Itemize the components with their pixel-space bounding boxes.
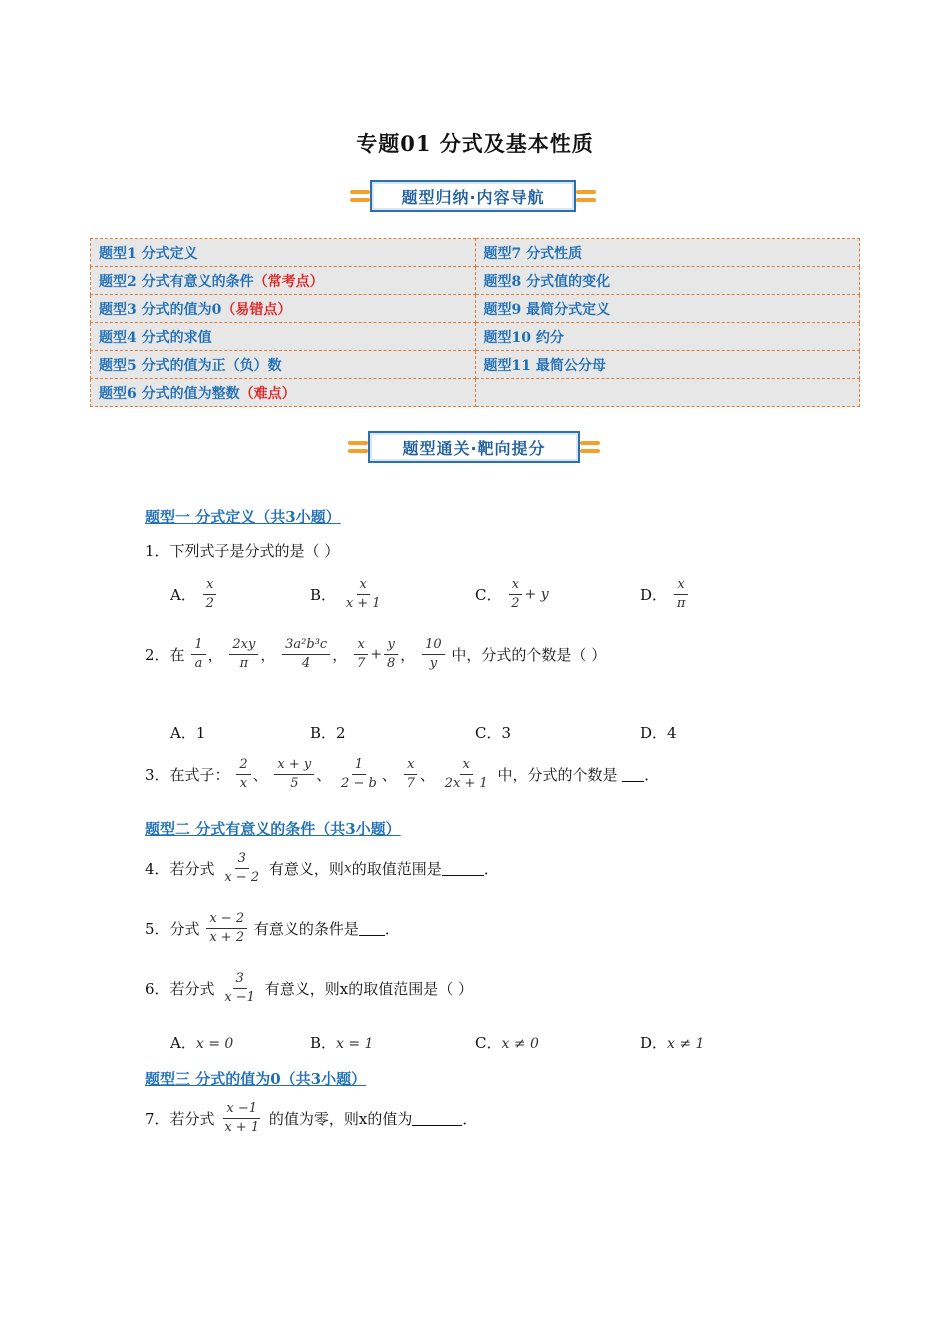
- answer-blank[interactable]: [359, 921, 385, 936]
- section-heading-1[interactable]: 题型一 分式定义（共3小题）: [145, 508, 341, 526]
- q1-option-a[interactable]: A． $\frac{x}{2}$: [170, 576, 219, 613]
- banner-label: 题型通关·靶向提分: [368, 431, 580, 463]
- q6-option-a[interactable]: A．x = 0: [170, 1034, 234, 1052]
- page-title: 专题01 分式及基本性质: [356, 131, 594, 156]
- question-3-stem: 3．在式子： $\frac{2}{x}$ 、 $\frac{x + y}{5}$ 、 $\frac{1}{2 - b}$ 、 $\frac{x}{7}$ 、 $\frac{x}{2x + 1}$ 中，分式的个数是 ．: [145, 757, 660, 791]
- toc-item-8[interactable]: 题型8 分式值的变化: [475, 267, 860, 295]
- toc-item-10[interactable]: 题型10 约分: [475, 323, 860, 351]
- answer-blank[interactable]: [442, 861, 484, 876]
- q1-option-b[interactable]: B． $\frac{x}{x + 1}$: [310, 577, 381, 611]
- toc-item-2[interactable]: 题型2 分式有意义的条件（常考点）: [91, 267, 476, 295]
- toc-item-4[interactable]: 题型4 分式的求值: [91, 323, 476, 351]
- question-4-stem: 4．若分式 $\frac{3}{x - 2}$ 有意义，则x的取值范围是 ．: [145, 851, 499, 885]
- question-5-stem: 5．分式 $\frac{x - 2}{x + 2}$ 有意义的条件是 ．: [145, 911, 400, 945]
- question-2-stem: 2．在 $\frac{1}{a}$ ， $\frac{2xy}{\pi}$ ， $\frac{\text{3a²b³c}}{4}$ ， $\frac{x}{7}$ + $\frac{y}{8}$ ， $\frac{10}{y}$ 中，分式的个数是（ ）: [145, 637, 607, 671]
- q1-option-d[interactable]: D． $\frac{x}{\pi}$: [640, 576, 690, 613]
- banner-left-bars: [350, 190, 370, 202]
- banner-right-bars: [580, 441, 600, 453]
- q6-option-b[interactable]: B．x = 1: [310, 1034, 374, 1052]
- toc-item-6[interactable]: 题型6 分式的值为整数（难点）: [91, 379, 476, 407]
- q2-option-b[interactable]: B．2: [310, 724, 346, 742]
- q1-option-c[interactable]: C． $\frac{x}{2}$ + y: [475, 577, 549, 611]
- toc-note: （常考点）: [253, 273, 324, 290]
- q2-option-a[interactable]: A．1: [170, 724, 206, 742]
- banner-right-bars: [576, 190, 596, 202]
- banner-label: 题型归纳·内容导航: [370, 180, 576, 212]
- toc-item-9[interactable]: 题型9 最简分式定义: [475, 295, 860, 323]
- q6-option-d[interactable]: D．x ≠ 1: [640, 1034, 705, 1052]
- toc-item-3[interactable]: 题型3 分式的值为0（易错点）: [91, 295, 476, 323]
- toc-empty-cell: [475, 379, 860, 407]
- question-1-options: [170, 576, 790, 620]
- toc-item-11[interactable]: 题型11 最简公分母: [475, 351, 860, 379]
- question-6-options: [170, 1032, 790, 1054]
- toc-note: （难点）: [239, 385, 296, 402]
- question-6-stem: 6．若分式 $\frac{3}{x -1}$ 有意义，则x的取值范围是（ ）: [145, 971, 473, 1005]
- answer-blank[interactable]: [622, 767, 644, 782]
- toc-item-5[interactable]: 题型5 分式的值为正（负）数: [91, 351, 476, 379]
- question-2-options: [170, 722, 790, 744]
- question-1-stem: 1．下列式子是分式的是（ ）: [145, 542, 340, 560]
- toc-table: [90, 238, 860, 407]
- section-banner-practice: [348, 427, 600, 467]
- section-heading-2[interactable]: 题型二 分式有意义的条件（共3小题）: [145, 820, 401, 838]
- question-7-stem: 7．若分式 $\frac{x -1}{x + 1}$ 的值为零，则x的值为 ．: [145, 1101, 478, 1135]
- section-heading-3[interactable]: 题型三 分式的值为0（共3小题）: [145, 1070, 367, 1088]
- section-banner-toc: [350, 176, 596, 216]
- banner-left-bars: [348, 441, 368, 453]
- q2-option-c[interactable]: C．3: [475, 724, 512, 742]
- answer-blank[interactable]: [412, 1111, 462, 1126]
- q2-option-d[interactable]: D．4: [640, 724, 677, 742]
- toc-note: （易错点）: [221, 301, 292, 318]
- toc-item-7[interactable]: 题型7 分式性质: [475, 239, 860, 267]
- toc-item-1[interactable]: 题型1 分式定义: [91, 239, 476, 267]
- q6-option-c[interactable]: C．x ≠ 0: [475, 1034, 539, 1052]
